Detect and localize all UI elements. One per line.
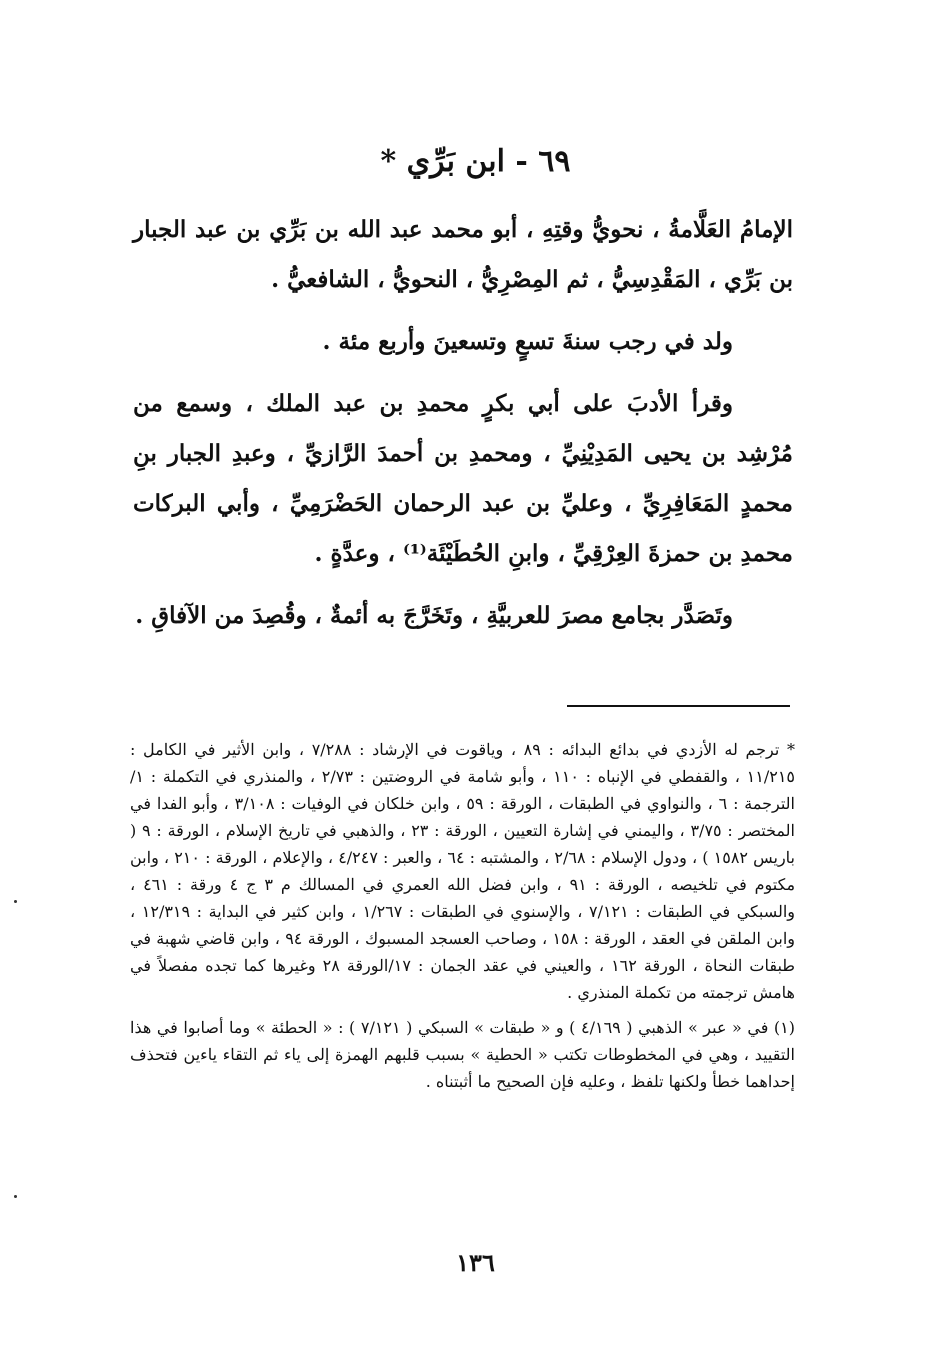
footnote-separator	[567, 705, 790, 707]
entry-paragraph-birth: ولد في رجب سنةَ تسعٍ وتسعينَ وأربع مئة .	[322, 328, 733, 355]
scan-speck	[14, 900, 17, 903]
entry-body	[133, 205, 793, 653]
entry-paragraph-name: الإمامُ العَلَّامةُ ، نحويُّ وقتِهِ ، أبو محمد عبد الله بن بَرِّي بن عبد الجبار بن بَرِّي ، المَقْدِسِيُّ ، ثم المِصْرِيُّ ، النحويُّ ، الشافعيُّ .	[133, 216, 793, 293]
entry-paragraph-teachers: وقرأ الأدبَ على أبي بكرٍ محمدِ بن عبد الملك ، وسمع من مُرْشِد بن يحيى المَدِيْنِيِّ ، ومحمدِ بن أحمدَ الرَّازيِّ ، وعبدِ الجبار بنِ محمدٍ المَعَافِرِيِّ ، وعليِّ بن عبد الرحمان الحَضْرَمِيِّ ، وأبي البركات محمدِ بن حمزةَ العِرْقِيِّ ، وابنِ الحُطَيْئَة⁽¹⁾ ، وعدَّةٍ .	[133, 390, 793, 567]
page-number: ١٣٦	[456, 1248, 495, 1277]
footnote-1: (١) في « عبر » الذهبي ( ٤/١٦٩ ) و « طبقات » السبكي ( ٧/١٢١ ) : « الحطئة » وما أصابوا في هذا التقييد ، وهي في المخطوطات تكتب « الحطية » بسبب قلبهم الهمزة إلى ياء ثم التقاء ياءين فتحذف إحداهما خطأ ولكنها تلفظ ، وعليه فإن الصحيح ما أثبتناه .	[130, 1018, 796, 1091]
entry-paragraph-teaching: وتَصَدَّر بجامع مصرَ للعربيَّةِ ، وتَخَرَّجَ به أئمةٌ ، وقُصِدَ من الآفاقِ .	[135, 602, 733, 629]
footnote-sources: * ترجم له الأزدي في بدائع البدائه : ٨٩ ، وياقوت في الإرشاد : ٧/٢٨٨ ، وابن الأثير في الكامل : ١١/٢١٥ ، والقفطي في الإنباه : ١١٠ ، وأبو شامة في الروضتين : ٢/٧٣ ، والمنذري في التكملة : ١/الترجمة : ٦ ، والنواوي في الطبقات ، الورقة : ٥٩ ، وابن خلكان في الوفيات : ٣/١٠٨ ، وأبو الفدا في المختصر : ٣/٧٥ ، واليمني في إشارة التعيين ، الورقة : ٢٣ ، والذهبي في تاريخ الإسلام ، الورقة : ٩ ( باريس ١٥٨٢ ) ، ودول الإسلام : ٢/٦٨ ، والمشتبه : ٦٤ ، والعبر : ٤/٢٤٧ ، والإعلام ، الورقة : ٢١٠ ، وابن مكتوم في تلخيصه ، الورقة : ٩١ ، وابن فضل الله العمري في المسالك م ٣ ج ٤ ورقة : ٤٦١ ، والسبكي في الطبقات : ٧/١٢١ ، والإسنوي في الطبقات : ١/٢٦٧ ، وابن كثير في البداية : ١٢/٣١٩ ، وابن الملقن في العقد ، الورقة : ١٥٨ ، وصاحب العسجد المسبوك ، الورقة ٩٤ ، وابن قاضي شهبة في طبقات النحاة ، الورقة ١٦٢ ، والعيني في عقد الجمان : ١٧/الورقة ٢٨ وغيرها كما تجده مفصلاً في هامش ترجمته من تكملة المنذري .	[130, 740, 796, 1002]
entry-title: ٦٩ - ابن بَرِّي *	[380, 144, 571, 179]
footnotes	[130, 736, 795, 1103]
scan-speck	[14, 1195, 17, 1198]
